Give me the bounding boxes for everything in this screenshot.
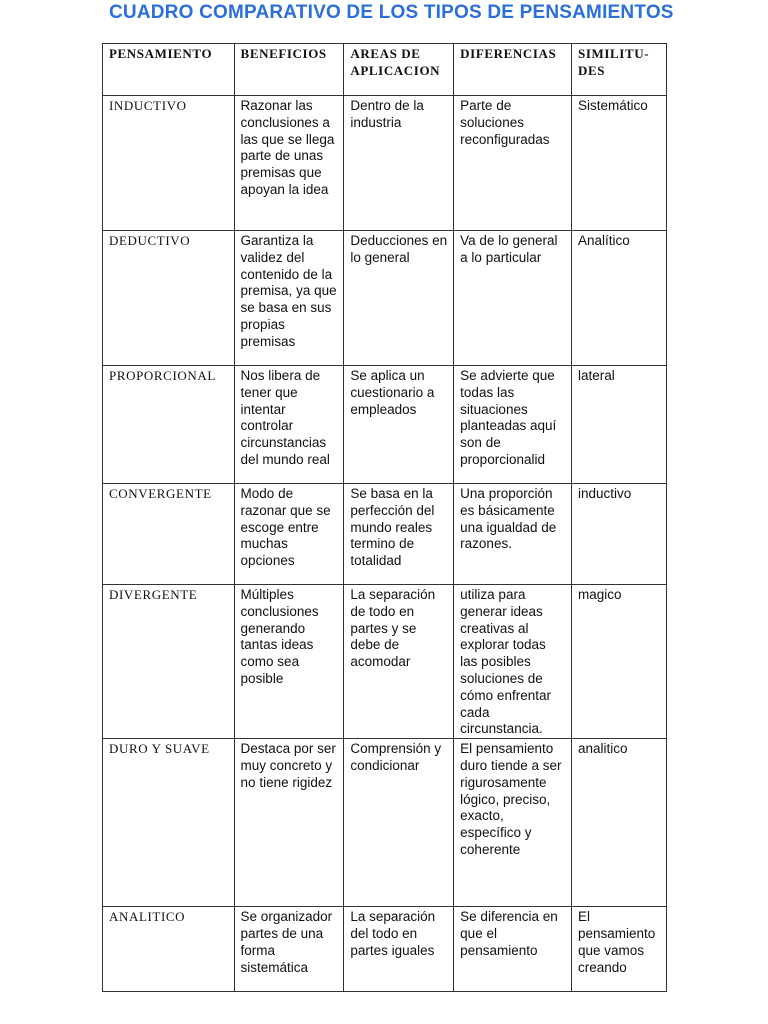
table-row <box>103 907 667 992</box>
table-cell: Una proporción es básicamente una igualdad de razones. <box>454 484 572 585</box>
column-header: DIFERENCIAS <box>454 44 572 96</box>
table-cell: Múltiples conclusiones generando tantas ideas como sea posible <box>234 585 344 739</box>
column-header: BENEFICIOS <box>234 44 344 96</box>
table-row <box>103 739 667 907</box>
table-cell: Garantiza la validez del contenido de la premisa, ya que se basa en sus propias premisas <box>234 231 344 366</box>
table-cell: Comprensión y condicionar <box>344 739 454 907</box>
page-title: CUADRO COMPARATIVO DE LOS TIPOS DE PENSAMIENTOS <box>109 2 674 23</box>
table-row <box>103 231 667 366</box>
table-cell: ANALITICO <box>103 907 235 992</box>
table-cell: utiliza para generar ideas creativas al explorar todas las posibles soluciones de cómo enfrentar cada circunstancia. <box>454 585 572 739</box>
table-cell: DEDUCTIVO <box>103 231 235 366</box>
table-cell: Modo de razonar que se escoge entre muchas opciones <box>234 484 344 585</box>
comparison-table <box>102 43 667 992</box>
table-row <box>103 366 667 484</box>
table-cell: Va de lo general a lo particular <box>454 231 572 366</box>
table-cell: inductivo <box>572 484 667 585</box>
table-header-row <box>103 44 667 96</box>
table-cell: Dentro de la industria <box>344 96 454 231</box>
table-cell: Se diferencia en que el pensamiento <box>454 907 572 992</box>
table-cell: Parte de soluciones reconfiguradas <box>454 96 572 231</box>
table-cell: DIVERGENTE <box>103 585 235 739</box>
table-row <box>103 484 667 585</box>
table-cell: Razonar las conclusiones a las que se llega parte de unas premisas que apoyan la idea <box>234 96 344 231</box>
table-cell: Nos libera de tener que intentar controlar circunstancias del mundo real <box>234 366 344 484</box>
table-cell: magico <box>572 585 667 739</box>
column-header: PENSAMIENTO <box>103 44 235 96</box>
table-cell: PROPORCIONAL <box>103 366 235 484</box>
table-cell: CONVERGENTE <box>103 484 235 585</box>
table-cell: La separación de todo en partes y se debe de acomodar <box>344 585 454 739</box>
table-cell: La separación del todo en partes iguales <box>344 907 454 992</box>
table-cell: Se aplica un cuestionario a empleados <box>344 366 454 484</box>
table-cell: Se organizador partes de una forma sistemática <box>234 907 344 992</box>
table-cell: analitico <box>572 739 667 907</box>
table-row <box>103 96 667 231</box>
table-cell: El pensamiento que vamos creando <box>572 907 667 992</box>
table-cell: Deducciones en lo general <box>344 231 454 366</box>
table-cell: Sistemático <box>572 96 667 231</box>
table-cell: INDUCTIVO <box>103 96 235 231</box>
table-cell: Analítico <box>572 231 667 366</box>
table-row <box>103 585 667 739</box>
table-cell: Destaca por ser muy concreto y no tiene rigidez <box>234 739 344 907</box>
column-header: AREAS DE APLICACION <box>344 44 454 96</box>
table-cell: Se basa en la perfección del mundo reales termino de totalidad <box>344 484 454 585</box>
table-cell: lateral <box>572 366 667 484</box>
column-header: SIMILITU-DES <box>572 44 667 96</box>
table-cell: El pensamiento duro tiende a ser rigurosamente lógico, preciso, exacto, específico y coherente <box>454 739 572 907</box>
table-cell: DURO Y SUAVE <box>103 739 235 907</box>
table-cell: Se advierte que todas las situaciones planteadas aquí son de proporcionalid <box>454 366 572 484</box>
